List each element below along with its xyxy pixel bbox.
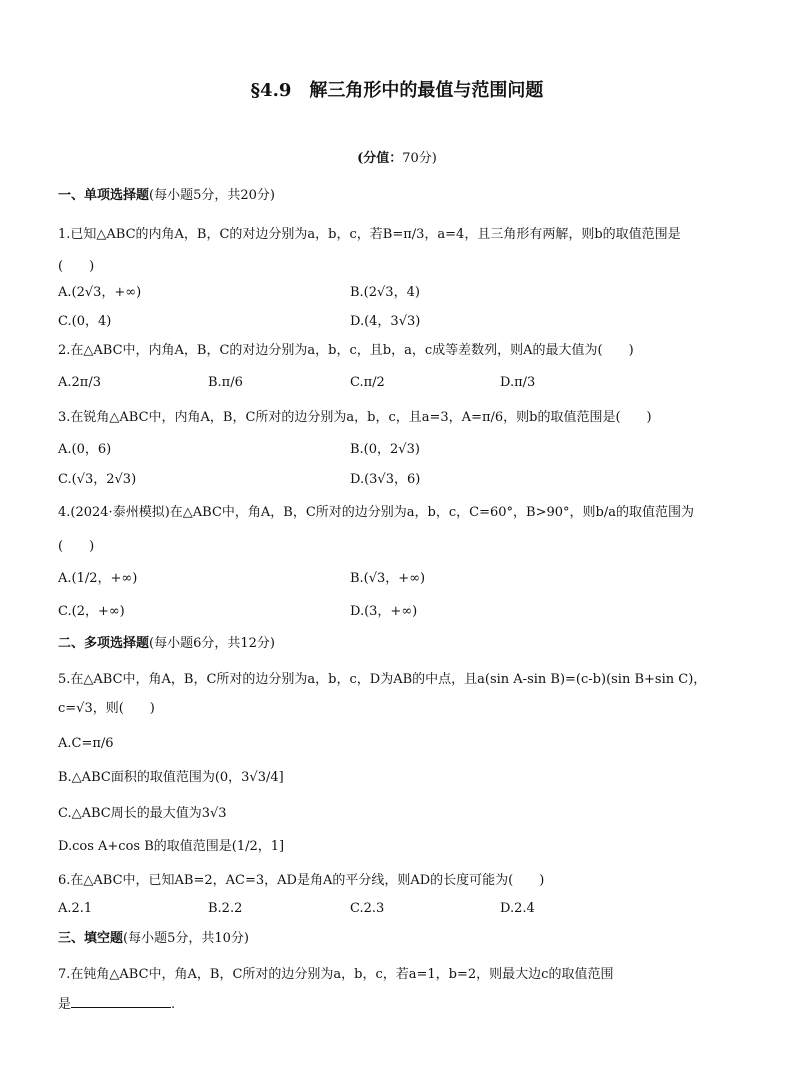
question-4-option-b: B.(√3，+∞) (350, 571, 426, 586)
title-text: 解三角形中的最值与范围问题 (309, 80, 544, 101)
question-5-option-d: D.cos A+cos B的取值范围是(1/2，1] (58, 839, 285, 854)
question-5-option-c: C.△ABC周长的最大值为3√3 (58, 806, 227, 821)
page-title (0, 76, 794, 102)
question-1-option-c: C.(0，4) (58, 314, 112, 329)
question-4-option-d: D.(3，+∞) (350, 604, 418, 619)
question-5-stem-cont: c=√3，则( ) (58, 701, 155, 716)
section-head-note: (每小题6分，共12分) (149, 636, 275, 651)
question-3-option-b: B.(0，2√3) (350, 442, 420, 457)
question-5-stem: 5.在△ABC中，角A，B，C所对的边分别为a，b，c，D为AB的中点，且a(sin A-sin B)=(c-b)(sin B+sin C)， (58, 672, 707, 687)
section-head-title: 二、多项选择题 (58, 636, 150, 651)
section-head-note: (每小题5分，共20分) (149, 188, 275, 203)
question-3-option-d: D.(3√3，6) (350, 472, 421, 487)
question-3-option-c: C.(√3，2√3) (58, 472, 137, 487)
question-2-option-d: D.π/3 (500, 375, 536, 390)
question-6-option-c: C.2.3 (350, 901, 385, 916)
question-2-option-a: A.2π/3 (58, 375, 101, 390)
question-5-option-a: A.C=π/6 (58, 736, 114, 751)
question-7-period: . (171, 997, 176, 1012)
question-6-option-b: B.2.2 (208, 901, 243, 916)
question-4-paren: ( ) (58, 539, 95, 554)
question-5-option-b: B.△ABC面积的取值范围为(0，3√3/4] (58, 770, 284, 785)
question-1-option-d: D.(4，3√3) (350, 314, 421, 329)
section-head-note: (每小题5分，共10分) (123, 931, 249, 946)
question-4-option-a: A.(1/2，+∞) (58, 571, 138, 586)
question-2-option-c: C.π/2 (350, 375, 385, 390)
question-7-stem: 7.在钝角△ABC中，角A，B，C所对的边分别为a，b，c，若a=1，b=2，则最大边c的取值范围 (58, 967, 614, 982)
section-number: §4.9 (250, 80, 292, 101)
question-3-option-a: A.(0，6) (58, 442, 112, 457)
question-3-stem: 3.在锐角△ABC中，内角A，B，C所对的边分别为a，b，c，且a=3，A=π/6，则b的取值范围是( ) (58, 410, 652, 425)
question-7-prefix: 是 (58, 997, 72, 1012)
question-4-stem: 4.(2024·泰州模拟)在△ABC中，角A，B，C所对的边分别为a，b，c，C=60°，B>90°，则b/a的取值范围为 (58, 505, 694, 520)
question-1-paren: ( ) (58, 259, 95, 274)
section-head-title: 一、单项选择题 (58, 188, 150, 203)
score-line (0, 147, 794, 166)
question-6-stem: 6.在△ABC中，已知AB=2，AC=3，AD是角A的平分线，则AD的长度可能为( ) (58, 873, 545, 888)
question-2-option-b: B.π/6 (208, 375, 243, 390)
answer-blank[interactable] (71, 995, 171, 1008)
score-value: 70分) (402, 151, 437, 166)
question-4-option-c: C.(2，+∞) (58, 604, 125, 619)
question-6-option-a: A.2.1 (58, 901, 93, 916)
score-label: (分值： (357, 151, 403, 166)
question-2-stem: 2.在△ABC中，内角A，B，C的对边分别为a，b，c，且b，a，c成等差数列，则A的最大值为( ) (58, 343, 634, 358)
section-head-single-choice (58, 187, 275, 205)
question-6-option-d: D.2.4 (500, 901, 535, 916)
section-head-fill-blank (58, 930, 249, 948)
question-1-stem: 1.已知△ABC的内角A，B，C的对边分别为a，b，c，若B=π/3，a=4，且三角形有两解，则b的取值范围是 (58, 227, 681, 242)
section-head-multi-choice (58, 635, 275, 653)
question-7-stem-cont (58, 995, 175, 1014)
question-1-option-b: B.(2√3，4) (350, 285, 420, 300)
question-1-option-a: A.(2√3，+∞) (58, 285, 142, 300)
section-head-title: 三、填空题 (58, 931, 124, 946)
